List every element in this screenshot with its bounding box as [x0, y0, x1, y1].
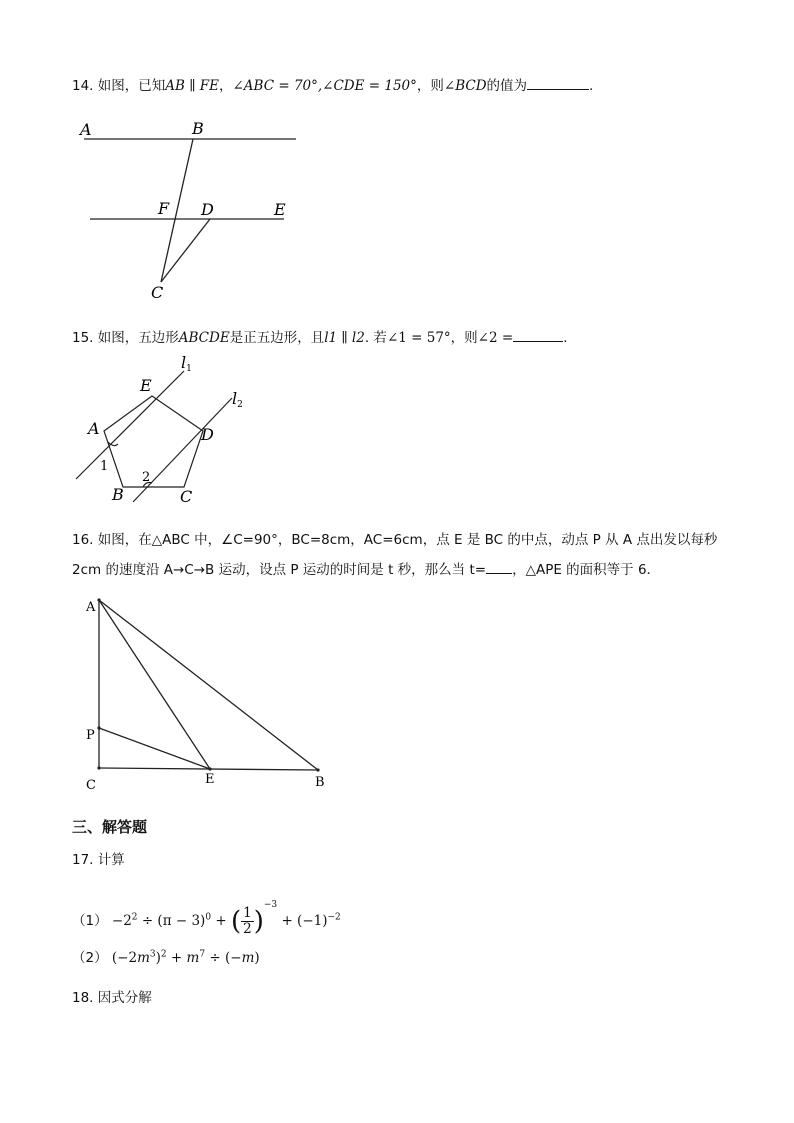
- label-b: B: [315, 775, 325, 790]
- label-c: C: [86, 778, 96, 793]
- answer-blank[interactable]: [486, 561, 512, 574]
- q14-ask: ∠BCD: [443, 78, 487, 94]
- segment-ae: [99, 600, 210, 769]
- label-a: A: [88, 419, 100, 438]
- label-p: P: [86, 728, 95, 743]
- label-a: A: [86, 600, 96, 615]
- q17-part2: （2） $(-2m^3)^2 + m^7 \div (-m)$: [72, 949, 260, 966]
- q16-text-line2: 2cm 的速度沿 A→C→B 运动，设点 P 运动的时间是 t 秒，那么当 t= ，△APE 的面积等于 6．: [72, 562, 661, 578]
- line-l2: [133, 398, 232, 502]
- label-a: A: [80, 120, 92, 139]
- q15-text: 15. 如图，五边形ABCDE是正五边形，且l1 ∥ l2. 若∠1 = 57°，则∠2 = .: [72, 330, 568, 346]
- angle-2-arc: [143, 483, 152, 488]
- angle-1-arc: [108, 442, 118, 446]
- q14-parallel: AB ∥ FE: [165, 78, 219, 94]
- q14-given: ∠ABC = 70°,∠CDE = 150°: [232, 78, 417, 94]
- label-d: D: [201, 200, 214, 219]
- side-cb: [99, 768, 318, 770]
- label-e: E: [140, 376, 152, 395]
- pentagon: [104, 396, 203, 487]
- line-l1: [76, 371, 184, 479]
- label-e: E: [205, 772, 215, 787]
- q16-text-line1: 16. 如图，在△ABC 中，∠C=90°，BC=8cm，AC=6cm，点 E 是 BC 的中点，动点 P 从 A 点出发以每秒: [72, 532, 718, 548]
- segment-bc: [161, 139, 193, 282]
- expression-2: $(-2m^3)^2 + m^7 \div (-m)$: [111, 949, 260, 966]
- segment-cd: [161, 219, 210, 282]
- q18-title: 18. 因式分解: [72, 990, 152, 1006]
- label-angle-2: 2: [142, 470, 151, 485]
- answer-blank[interactable]: [513, 329, 563, 342]
- label-b: B: [192, 119, 204, 138]
- label-f: F: [158, 199, 170, 218]
- label-angle-1: 1: [100, 459, 109, 474]
- q14-text: 14. 如图，已知AB ∥ FE，∠ABC = 70°,∠CDE = 150°，则∠BCD的值为 .: [72, 78, 594, 94]
- label-b: B: [112, 485, 124, 504]
- q17-part1: $(1) -2^2 \div (\pi - 3)^0$ + ( $\frac{1}{2}$ )$^{-3} + (-1)^{-2}$: [72, 900, 341, 937]
- side-ab: [99, 600, 318, 770]
- label-l2: l2: [232, 389, 243, 410]
- label-l1: l1: [181, 353, 192, 374]
- label-c: C: [151, 283, 164, 302]
- label-d: D: [201, 425, 214, 444]
- label-c: C: [180, 487, 193, 506]
- label-e: E: [274, 200, 286, 219]
- q17-title: 17. 计算: [72, 852, 125, 868]
- segment-pe: [99, 728, 210, 769]
- section-heading: 三、解答题: [72, 818, 148, 836]
- answer-blank[interactable]: [527, 77, 589, 90]
- expression-1: $-2^2 \div (\pi - 3)^0$ + ( $\frac{1}{2}$ )$^{-3} + (-1)^{-2}$: [111, 900, 341, 937]
